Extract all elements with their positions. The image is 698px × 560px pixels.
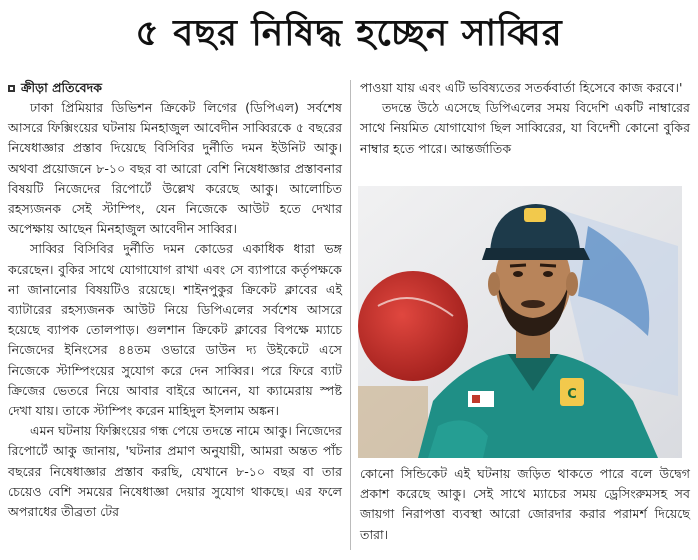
paragraph: ঢাকা প্রিমিয়ার ডিভিশন ক্রিকেট লিগের (ডিপিএল) সর্বশেষ আসরে ফিক্সিংয়ের ঘটনায় মিনহাজুল আবেদীন সাব্বিরকে ৫ বছরের নিষেধাজ্ঞার প্রস্তাব দিয়েছে বিসিবির দুর্নীতি দমন ইউনিট আকু। অথবা প্রয়োজনে ৮-১০ বছর বা আরো বেশি নিষেধাজ্ঞার প্রস্তাবনার বিষয়টি নিজেদের রিপোর্টে উল্লেখ করেছে আকু। আলোচিত রহস্যজনক সেই স্টাম্পিং, যেন নিজেকে আউট হতে দেখার অপেক্ষায় আছেন মিনহাজুল আবেদীন সাব্বির।	[8, 100, 342, 237]
paragraph: পাওয়া যায় এবং এটি ভবিষ্যতের সতর্কবার্তা হিসেবে কাজ করবে।'	[360, 80, 683, 95]
paragraph: এমন ঘটনায় ফিক্সিংয়ের গন্ধ পেয়ে তদন্তে নামে আকু। নিজেদের রিপোর্টে আকু জানায়, 'ঘটনার প্রমাণ অনুযায়ী, আমরা অন্তত পাঁচ বছরের নিষেধাজ্ঞার প্রস্তাব করছি, যেখানে ৮-১০ বছর বা তার চেয়েও বেশি সময়ের নিষেধাজ্ঞা দেয়ার সুযোগ থাকছে। এর ফলে অপরাধের তীব্রতা টের	[8, 423, 342, 520]
byline-bullet-icon	[8, 85, 15, 92]
player-photo	[358, 186, 682, 458]
article-column-left	[8, 78, 342, 522]
headline: ৫ বছর নিষিদ্ধ হচ্ছেন সাব্বির	[135, 12, 563, 54]
article-column-right-top	[360, 78, 690, 159]
svg-text:C: C	[567, 387, 577, 402]
column-divider	[350, 80, 351, 550]
paragraph: সাব্বির বিসিবির দুর্নীতি দমন কোডের একাধিক ধারা ভঙ্গ করেছেন। বুকির সাথে যোগাযোগ রাখা এবং সে ব্যাপারে কর্তৃপক্ষকে না জানানোর বিষয়টিও রয়েছে। শাইনপুকুর ক্রিকেট ক্লাবের এই ব্যাটারের রহস্যজনক আউট নিয়ে ডিপিএলের সর্বশেষ আসরে হয়েছে ব্যাপক তোলপাড়। গুলশান ক্রিকেট ক্লাবের বিপক্ষে ম্যাচে নিজেদের ইনিংসের ৪৪তম ওভারে ডাউন দ্য উইকেটে এসে নিজেকে স্টাম্পিংয়ের সুযোগ করে দেন সাব্বির। পরে ফিরে ব্যাট ক্রিজের ভেতরে নিয়ে আবার বাইরে আনেন, যা ক্যামেরায় স্পষ্ট দেখা যায়। তাকে স্টাম্পিং করেন মাহিদুল ইসলাম অঙ্কন।	[8, 241, 342, 419]
paragraph: তদন্তে উঠে এসেছে ডিপিএলের সময় বিদেশি একটি নাম্বারের সাথে নিয়মিত যোগাযোগ ছিল সাব্বিরের, যা বিদেশী কোনো বুকির নাম্বার হতে পারে। আন্তর্জাতিক	[360, 100, 690, 156]
article-column-right-bottom	[360, 464, 690, 545]
byline	[8, 78, 342, 98]
byline-text: ক্রীড়া প্রতিবেদক	[21, 80, 103, 95]
paragraph: কোনো সিন্ডিকেট এই ঘটনায় জড়িত থাকতে পারে বলে উদ্বেগ প্রকাশ করেছে আকু। সেই সাথে ম্যাচের সময় ড্রেসিংরুমসহ সব জায়গা নিরাপত্তা ব্যবস্থা আরো জোরদার করার পরামর্শ দিয়েছে তারা।	[360, 466, 690, 542]
